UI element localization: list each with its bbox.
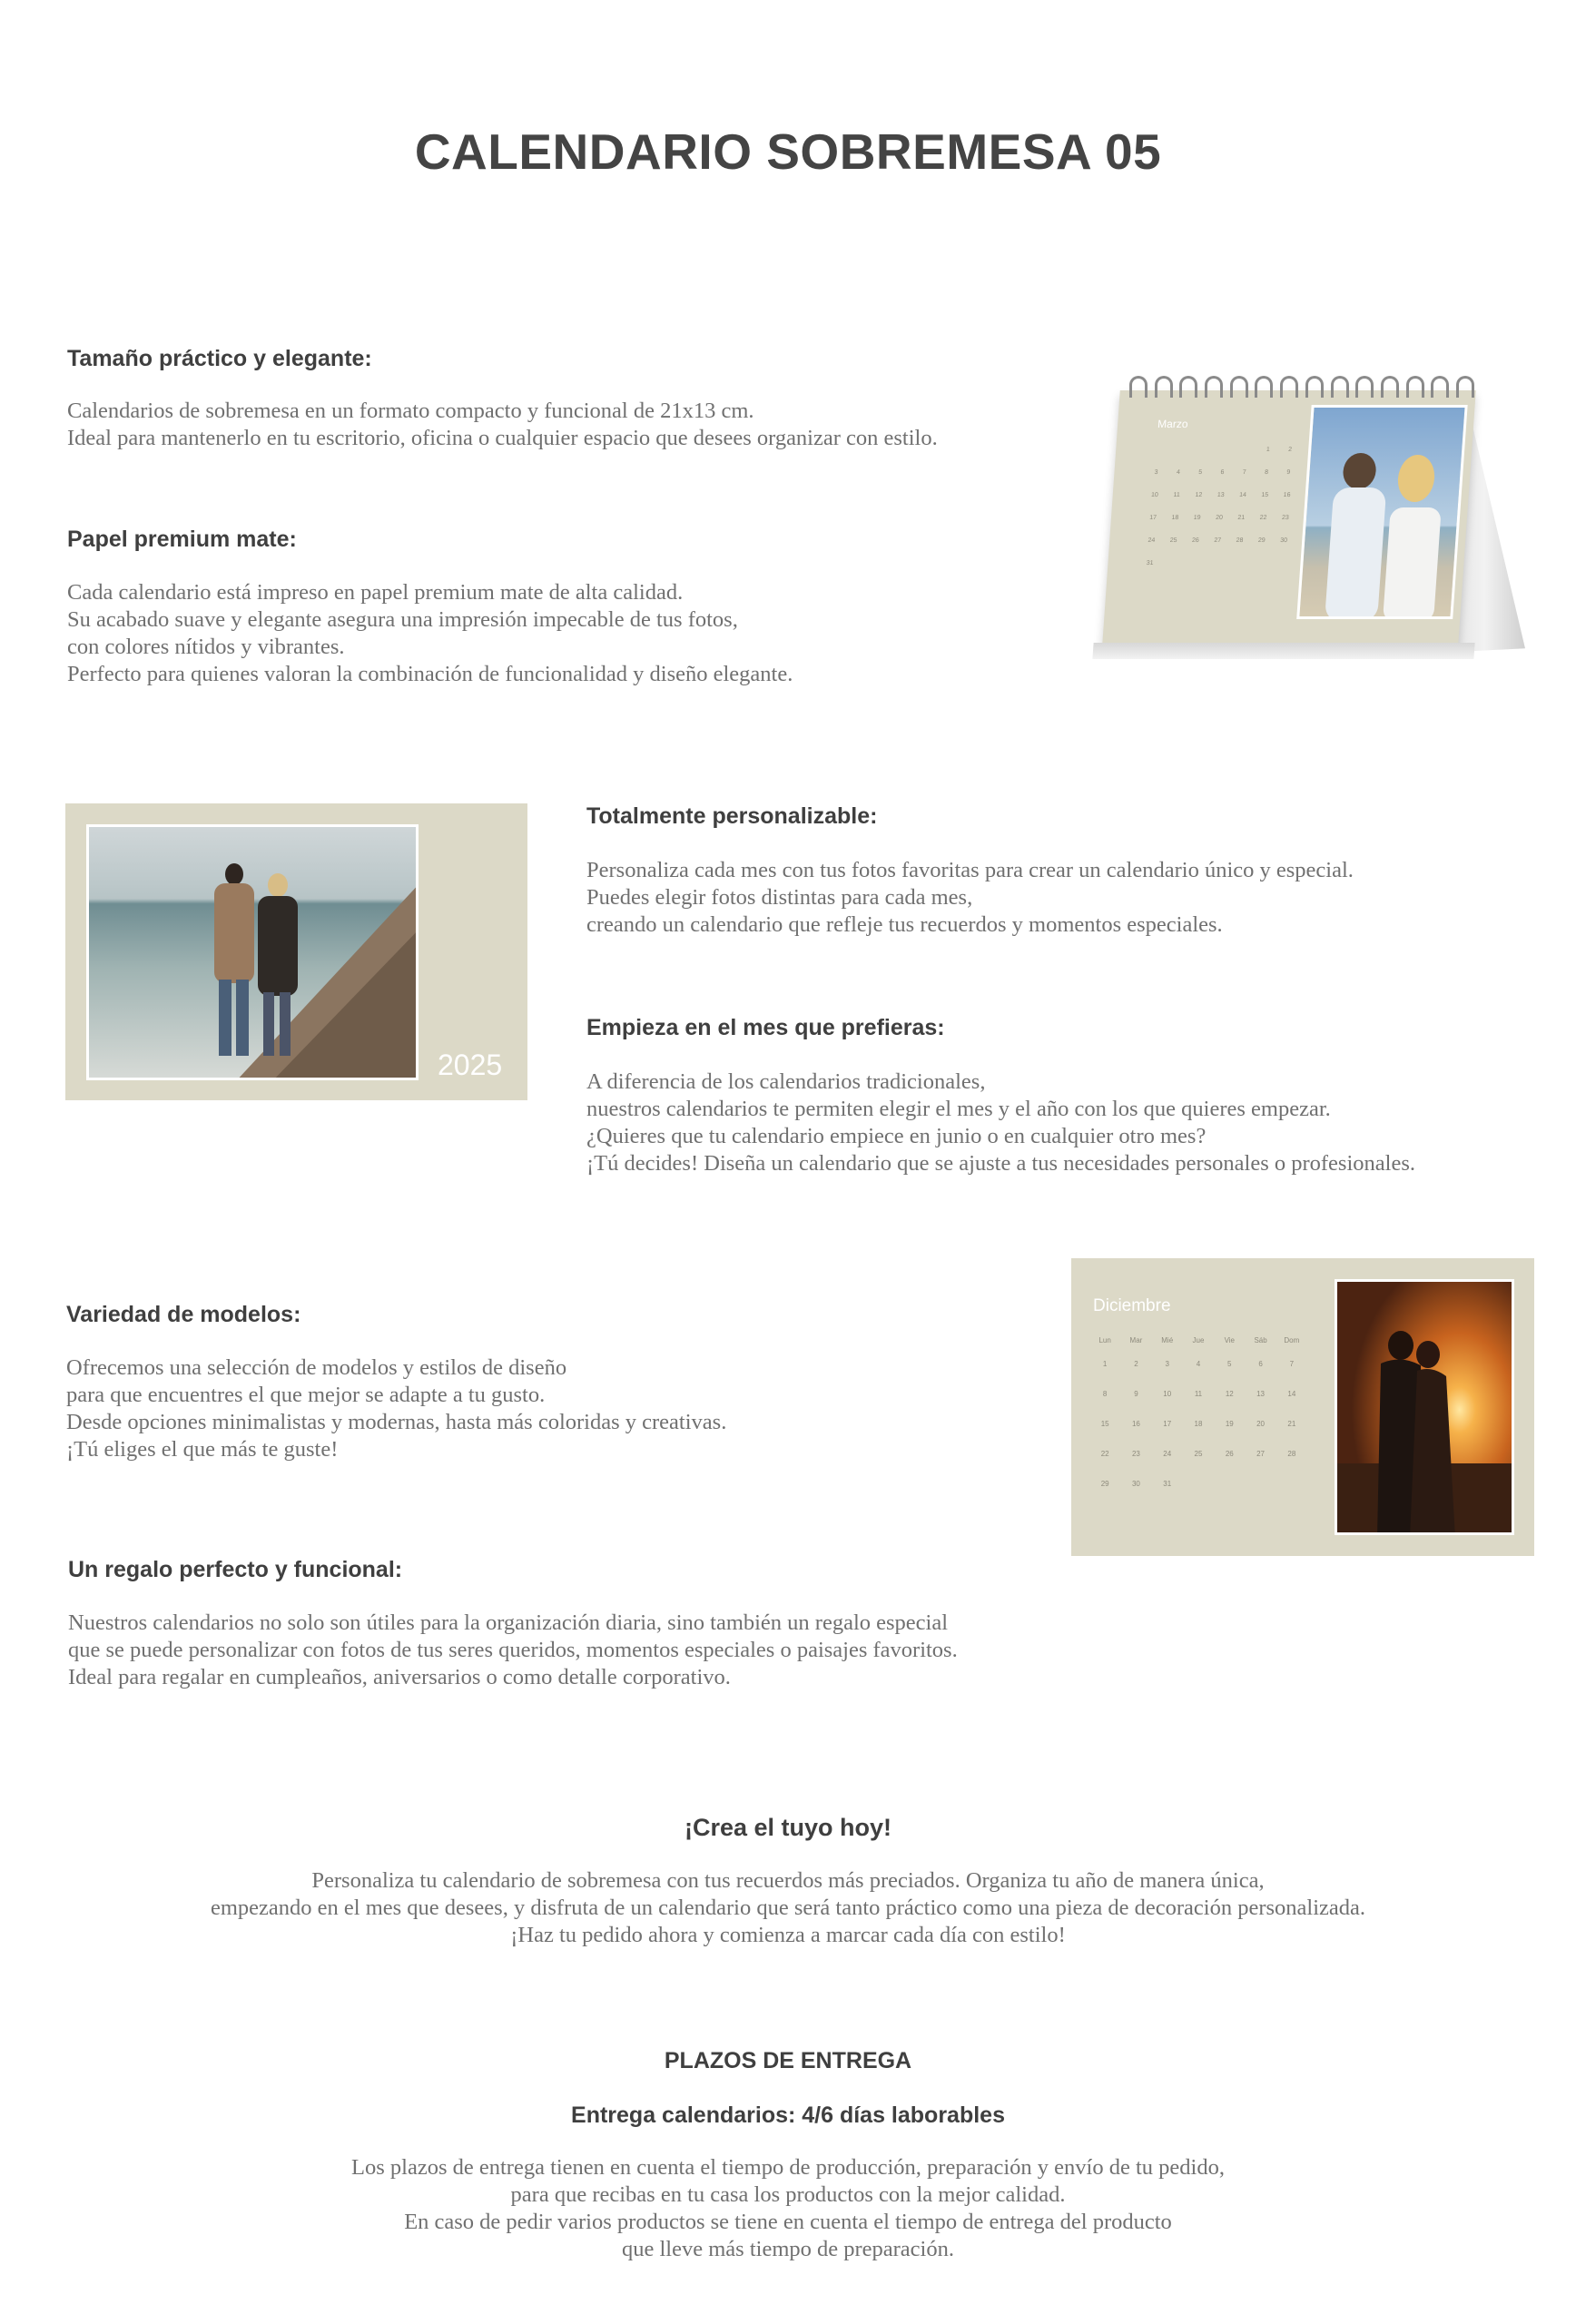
december-calendar-day: 20 — [1256, 1420, 1266, 1428]
size-line: Ideal para mantenerlo en tu escritorio, oficina o cualquier espacio que desees organizar con estilo. — [67, 426, 938, 450]
start-line: nuestros calendarios te permiten elegir el mes y el año con los que quieres empezar. — [586, 1097, 1331, 1121]
desk-calendar-day: 1 — [1266, 447, 1270, 453]
couple-shore-photo — [86, 824, 419, 1080]
desk-calendar-day: 14 — [1238, 492, 1247, 498]
desk-calendar-day: 7 — [1242, 469, 1246, 476]
cta-line: ¡Haz tu pedido ahora y comienza a marcar cada día con estilo! — [510, 1923, 1066, 1947]
december-weekday-day: Lun — [1098, 1336, 1111, 1344]
desk-calendar-day: 26 — [1191, 537, 1200, 544]
december-calendar-image — [1071, 1258, 1534, 1556]
desk-calendar-day: 27 — [1214, 537, 1222, 544]
start-text — [586, 1068, 1415, 1177]
december-calendar-day: 18 — [1194, 1420, 1203, 1428]
paper-text — [67, 579, 793, 688]
gift-line: que se puede personalizar con fotos de tus seres queridos, momentos especiales o paisajes favoritos. — [68, 1638, 958, 1662]
desk-calendar-day: 17 — [1148, 515, 1157, 521]
desk-calendar-day: 25 — [1169, 537, 1177, 544]
variety-text — [66, 1354, 726, 1463]
desk-calendar-day: 4 — [1176, 469, 1181, 476]
december-calendar-day: 14 — [1287, 1390, 1296, 1398]
delivery-text — [0, 2154, 1576, 2263]
paper-line: Perfecto para quienes valoran la combinación de funcionalidad y diseño elegante. — [67, 662, 793, 686]
variety-line: Ofrecemos una selección de modelos y estilos de diseño — [66, 1355, 567, 1380]
december-month: Diciembre — [1093, 1296, 1171, 1315]
december-calendar-day: 15 — [1100, 1420, 1109, 1428]
delivery-line: que lleve más tiempo de preparación. — [622, 2237, 954, 2261]
desk-calendar-image — [1086, 370, 1525, 661]
desk-calendar-day: 24 — [1148, 537, 1156, 544]
desk-calendar-day: 30 — [1279, 537, 1288, 544]
december-calendar-day: 29 — [1100, 1480, 1109, 1488]
december-calendar-day: 1 — [1102, 1360, 1108, 1368]
desk-calendar-day: 23 — [1281, 515, 1289, 521]
desk-calendar-blank — [1191, 447, 1214, 453]
desk-calendar-day: 11 — [1173, 492, 1181, 498]
desk-calendar-day: 22 — [1259, 515, 1267, 521]
december-calendar-day: 3 — [1165, 1360, 1169, 1368]
delivery-subheading: Entrega calendarios: 4/6 días laborables — [571, 2102, 1005, 2128]
desk-calendar-day: 2 — [1287, 447, 1293, 453]
desk-calendar-grid — [1138, 447, 1301, 566]
custom-line: Puedes elegir fotos distintas para cada mes, — [586, 885, 973, 910]
page-title: CALENDARIO SOBREMESA 05 — [414, 123, 1162, 180]
december-calendar-day: 8 — [1102, 1390, 1108, 1398]
cta-text — [0, 1867, 1576, 1949]
start-line: ¿Quieres que tu calendario empiece en junio o en cualquier otro mes? — [586, 1124, 1207, 1148]
december-calendar-day: 19 — [1225, 1420, 1234, 1428]
december-calendar-day: 28 — [1287, 1450, 1296, 1458]
desk-calendar-day: 13 — [1216, 492, 1225, 498]
desk-calendar-day: 5 — [1197, 469, 1203, 476]
december-calendar-day: 31 — [1163, 1480, 1172, 1488]
delivery-line: Los plazos de entrega tienen en cuenta el tiempo de producción, preparación y envío de tu pedido, — [351, 2155, 1225, 2180]
desk-calendar-day: 18 — [1171, 515, 1179, 521]
size-line: Calendarios de sobremesa en un formato compacto y funcional de 21x13 cm. — [67, 399, 754, 423]
cta-heading: ¡Crea el tuyo hoy! — [684, 1814, 892, 1841]
december-calendar-day: 23 — [1131, 1450, 1140, 1458]
delivery-line: para que recibas en tu casa los productos con la mejor calidad. — [510, 2182, 1066, 2207]
december-weekdays — [1089, 1336, 1307, 1344]
couple-sunset-photo — [1335, 1279, 1514, 1535]
desk-calendar-day: 29 — [1257, 537, 1266, 544]
couple-beach-photo — [1296, 405, 1468, 619]
desk-calendar-day: 19 — [1193, 515, 1201, 521]
cta-line: empezando en el mes que desees, y disfruta de un calendario que será tanto práctico como una pieza de decoración personalizada. — [210, 1896, 1366, 1920]
desk-calendar-day: 9 — [1286, 469, 1291, 476]
paper-line: Cada calendario está impreso en papel premium mate de alta calidad. — [67, 580, 684, 605]
desk-calendar-day: 12 — [1195, 492, 1203, 498]
december-calendar-day: 30 — [1131, 1480, 1140, 1488]
custom-heading: Totalmente personalizable: — [586, 803, 878, 829]
december-calendar-day: 4 — [1196, 1360, 1201, 1368]
custom-text — [586, 857, 1354, 939]
desk-calendar-day: 6 — [1220, 469, 1225, 476]
december-calendar-day: 26 — [1225, 1450, 1234, 1458]
desk-calendar-day: 8 — [1264, 469, 1269, 476]
december-calendar-day: 16 — [1131, 1420, 1140, 1428]
desk-calendar-day: 20 — [1215, 515, 1224, 521]
desk-calendar-blank — [1147, 447, 1169, 453]
custom-line: creando un calendario que refleje tus recuerdos y momentos especiales. — [586, 912, 1223, 937]
december-calendar-day: 22 — [1100, 1450, 1109, 1458]
paper-line: Su acabado suave y elegante asegura una impresión impecable de tus fotos, — [67, 607, 738, 632]
desk-calendar-day: 21 — [1237, 515, 1246, 521]
december-weekday-day: Mié — [1161, 1336, 1174, 1344]
cover-year: 2025 — [438, 1049, 503, 1081]
december-calendar-day: 6 — [1258, 1360, 1263, 1368]
december-calendar-day: 10 — [1163, 1390, 1172, 1398]
december-calendar-day: 25 — [1194, 1450, 1203, 1458]
desk-calendar-blank — [1168, 447, 1191, 453]
december-calendar-day: 13 — [1256, 1390, 1266, 1398]
delivery-line: En caso de pedir varios productos se tiene en cuenta el tiempo de entrega del producto — [404, 2210, 1172, 2234]
december-calendar-day: 24 — [1163, 1450, 1172, 1458]
desk-calendar-day: 10 — [1150, 492, 1158, 498]
december-calendar-day: 5 — [1227, 1360, 1232, 1368]
december-weekday-day: Sáb — [1254, 1336, 1267, 1344]
desk-calendar-month: Marzo — [1157, 418, 1189, 430]
custom-line: Personaliza cada mes con tus fotos favoritas para crear un calendario único y especial. — [586, 858, 1354, 882]
desk-calendar-day: 15 — [1261, 492, 1269, 498]
december-grid — [1089, 1360, 1307, 1488]
december-weekday-day: Jue — [1192, 1336, 1205, 1344]
delivery-heading: PLAZOS DE ENTREGA — [664, 2048, 912, 2073]
december-weekday-day: Mar — [1129, 1336, 1143, 1344]
gift-line: Ideal para regalar en cumpleaños, aniversarios o como detalle corporativo. — [68, 1665, 731, 1689]
december-calendar-day: 7 — [1289, 1360, 1295, 1368]
december-calendar-day: 17 — [1163, 1420, 1172, 1428]
variety-line: para que encuentres el que mejor se adapte a tu gusto. — [66, 1383, 546, 1407]
variety-heading: Variedad de modelos: — [66, 1302, 301, 1327]
start-line: ¡Tú decides! Diseña un calendario que se ajuste a tus necesidades personales o profesionales. — [586, 1151, 1415, 1176]
spiral-binding — [1129, 376, 1474, 399]
variety-line: Desde opciones minimalistas y modernas, hasta más coloridas y creativas. — [66, 1410, 727, 1434]
december-calendar-day: 21 — [1287, 1420, 1296, 1428]
desk-calendar-day: 3 — [1154, 469, 1158, 476]
desk-calendar-day: 31 — [1146, 560, 1154, 566]
desk-calendar-day: 28 — [1236, 537, 1244, 544]
desk-calendar-blank — [1213, 447, 1236, 453]
gift-line: Nuestros calendarios no solo son útiles para la organización diaria, sino también un regalo especial — [68, 1610, 949, 1635]
december-weekday-day: Vie — [1224, 1336, 1235, 1344]
calendar-cover-image — [65, 803, 527, 1100]
gift-heading: Un regalo perfecto y funcional: — [68, 1557, 403, 1582]
size-heading: Tamaño práctico y elegante: — [67, 346, 372, 371]
start-heading: Empieza en el mes que prefieras: — [586, 1015, 945, 1040]
variety-line: ¡Tú eliges el que más te guste! — [66, 1437, 339, 1462]
size-text — [67, 398, 938, 452]
gift-text — [68, 1610, 958, 1691]
december-calendar-day: 27 — [1256, 1450, 1266, 1458]
paper-line: con colores nítidos y vibrantes. — [67, 635, 345, 659]
paper-heading: Papel premium mate: — [67, 527, 297, 552]
desk-calendar-blank — [1235, 447, 1257, 453]
december-calendar-day: 11 — [1194, 1390, 1203, 1398]
december-calendar-day: 12 — [1225, 1390, 1234, 1398]
start-line: A diferencia de los calendarios tradicionales, — [586, 1069, 986, 1094]
cta-line: Personaliza tu calendario de sobremesa con tus recuerdos más preciados. Organiza tu año de manera única, — [311, 1868, 1265, 1893]
december-calendar-day: 9 — [1134, 1390, 1138, 1398]
december-weekday-day: Dom — [1284, 1336, 1300, 1344]
december-calendar-day: 2 — [1134, 1360, 1138, 1368]
desk-calendar-day: 16 — [1283, 492, 1291, 498]
